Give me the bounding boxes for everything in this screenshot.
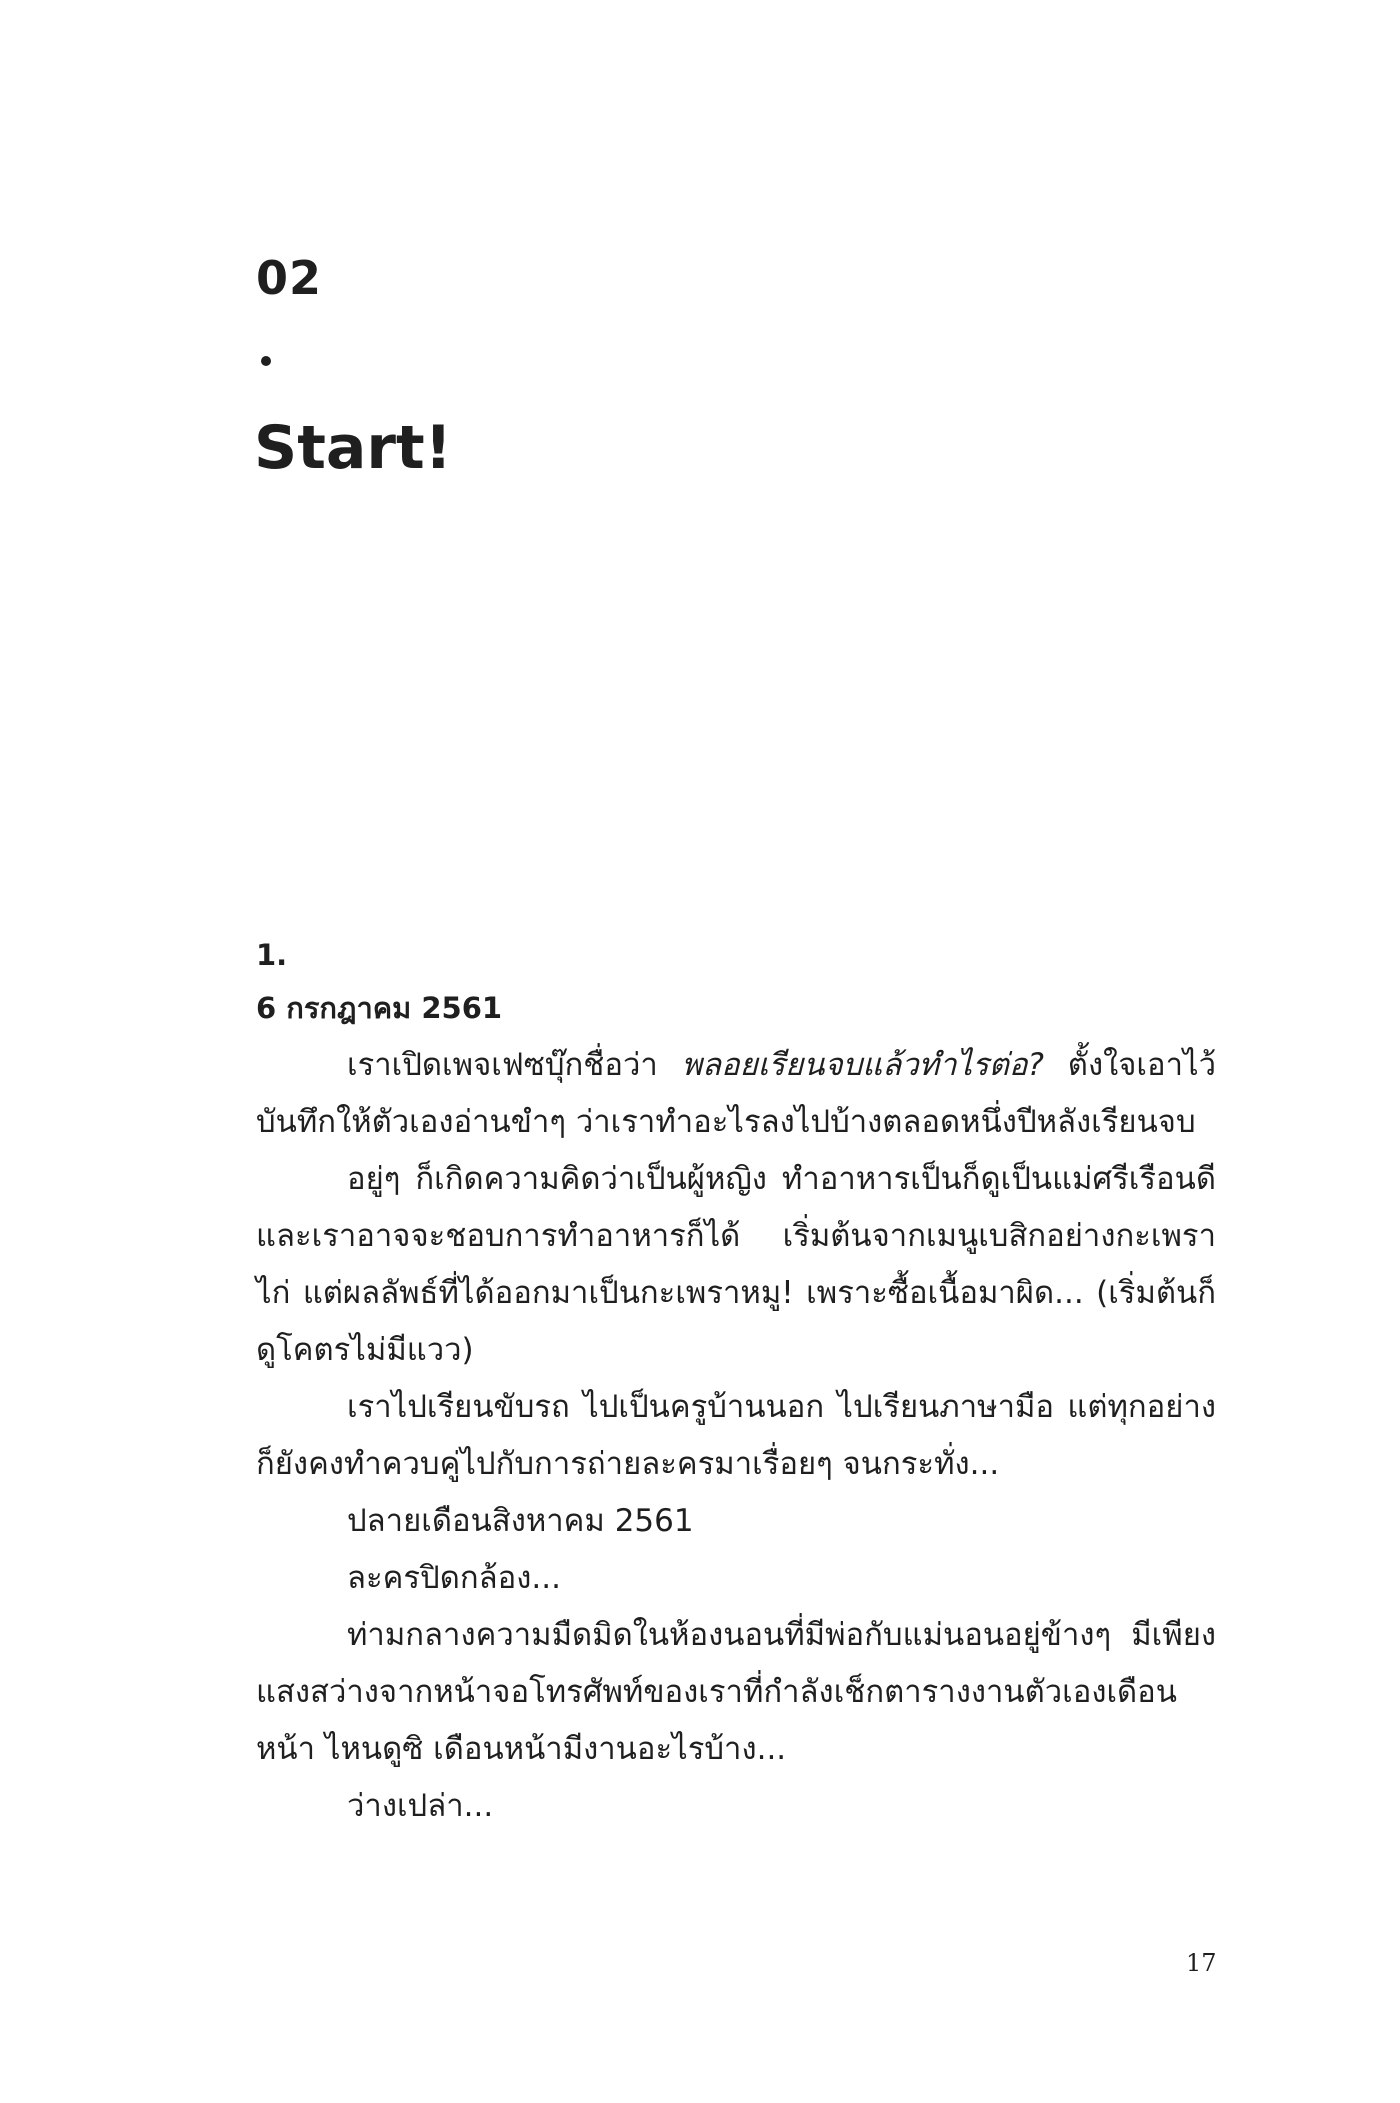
page-name-italic: พลอยเรียนจบแล้วทำไรต่อ? <box>681 1047 1044 1083</box>
paragraph-3: เราไปเรียนขับรถ ไปเป็นครูบ้านนอก ไปเรียนภาษามือ แต่ทุกอย่างก็ยังคงทำควบคู่ไปกับการถ่ายละครมาเรื่อยๆ จนกระทั่ง... <box>256 1389 1216 1482</box>
paragraph-7: ว่างเปล่า... <box>347 1788 494 1824</box>
chapter-separator-dot <box>261 356 271 366</box>
paragraph-1-text-end: ตั้งใจเอาไว้บันทึกให้ตัวเองอ่านขำๆ ว่าเราทำอะไรลงไปบ้างตลอดหนึ่งปีหลังเรียนจบ <box>256 1047 1216 1140</box>
body-text <box>256 1037 1216 1835</box>
section-date: 6 กรกฎาคม 2561 <box>256 991 503 1025</box>
paragraph-4: ปลายเดือนสิงหาคม 2561 <box>347 1503 694 1539</box>
page-number: 17 <box>1186 1949 1217 1977</box>
chapter-title: Start! <box>254 413 453 483</box>
paragraph-1-text-start: เราเปิดเพจเฟซบุ๊กชื่อว่า <box>347 1047 682 1083</box>
chapter-number: 02 <box>256 251 323 305</box>
paragraph-2: อยู่ๆ ก็เกิดความคิดว่าเป็นผู้หญิง ทำอาหารเป็นก็ดูเป็นแม่ศรีเรือนดี และเราอาจจะชอบการทำอาหารก็ได้ เริ่มต้นจากเมนูเบสิกอย่างกะเพราไก่ แต่ผลลัพธ์ที่ได้ออกมาเป็นกะเพราหมู! เพราะซื้อเนื้อมาผิด... (เริ่มต้นก็ดูโคตรไม่มีแวว) <box>256 1161 1216 1368</box>
paragraph-6: ท่ามกลางความมืดมิดในห้องนอนที่มีพ่อกับแม่นอนอยู่ข้างๆ มีเพียงแสงสว่างจากหน้าจอโทรศัพท์ของเราที่กำลังเช็กตารางงานตัวเองเดือนหน้า ไหนดูซิ เดือนหน้ามีงานอะไรบ้าง... <box>256 1617 1216 1767</box>
section-number: 1. <box>256 938 288 972</box>
paragraph-5: ละครปิดกล้อง... <box>347 1560 561 1596</box>
paragraph-1 <box>256 1037 1216 1151</box>
section-body <box>256 930 1216 1835</box>
